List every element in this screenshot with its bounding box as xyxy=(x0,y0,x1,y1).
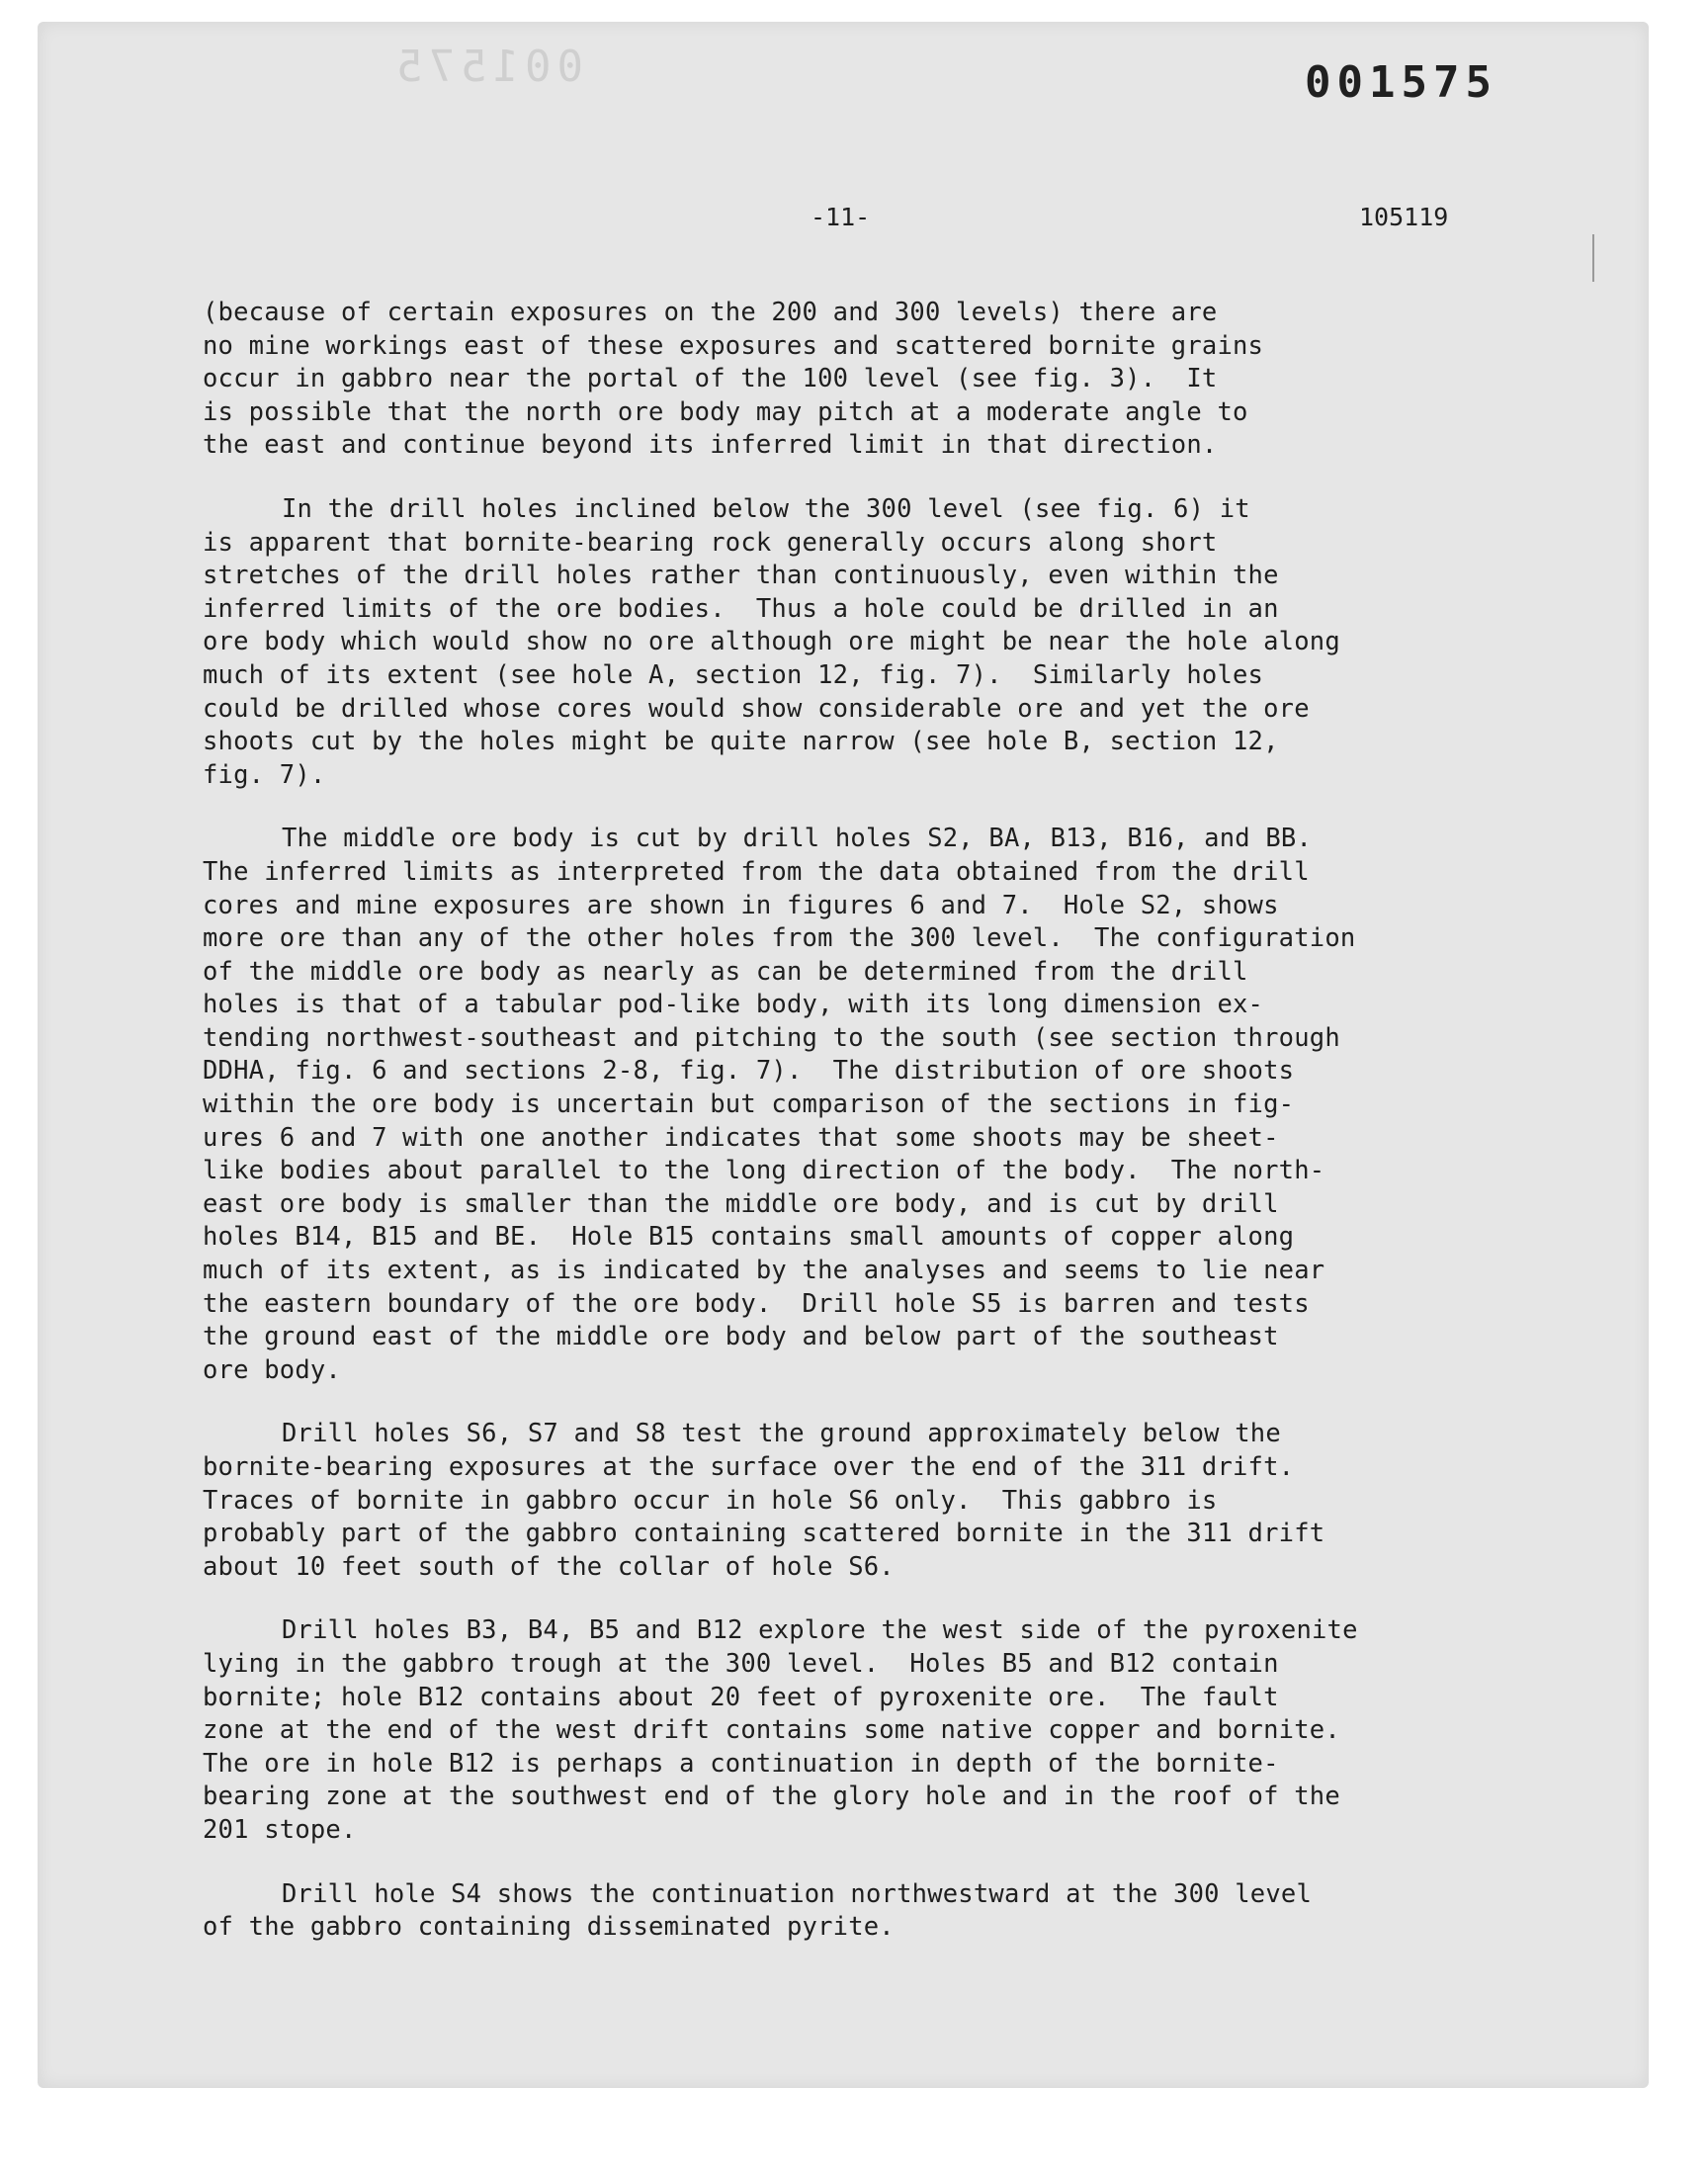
text-line: zone at the end of the west drift contains some native copper and bornite. xyxy=(203,1715,1340,1746)
text-line: stretches of the drill holes rather than continuously, even within the xyxy=(203,561,1279,591)
text-line: bornite; hole B12 contains about 20 feet of pyroxenite ore. The fault xyxy=(203,1682,1279,1712)
document-body xyxy=(203,297,1463,1975)
text-line: the eastern boundary of the ore body. Drill hole S5 is barren and tests xyxy=(203,1288,1310,1319)
text-line: within the ore body is uncertain but comparison of the sections in fig- xyxy=(203,1089,1295,1120)
text-line: the east and continue beyond its inferred limit in that direction. xyxy=(203,430,1218,461)
page-number: -11- xyxy=(811,203,871,231)
text-line: (because of certain exposures on the 200 and 300 levels) there are xyxy=(203,298,1218,327)
text-line: of the gabbro containing disseminated pyrite. xyxy=(203,1912,895,1943)
text-line: shoots cut by the holes might be quite narrow (see hole B, section 12, xyxy=(203,727,1279,757)
paragraph xyxy=(203,1878,1463,1945)
text-line: fig. 7). xyxy=(203,759,326,790)
text-line: more ore than any of the other holes from the 300 level. The configuration xyxy=(203,923,1356,954)
text-line: lying in the gabbro trough at the 300 level. Holes B5 and B12 contain xyxy=(203,1648,1279,1679)
scan-margin xyxy=(0,2096,1708,2175)
text-line: of the middle ore body as nearly as can be determined from the drill xyxy=(203,956,1248,987)
text-line: like bodies about parallel to the long direction of the body. The north- xyxy=(203,1156,1325,1186)
document-number: 001575 xyxy=(1305,57,1497,108)
text-line: probably part of the gabbro containing scattered bornite in the 311 drift xyxy=(203,1519,1325,1549)
text-line: Drill holes S6, S7 and S8 test the ground approximately below the xyxy=(282,1419,1281,1449)
text-line: bearing zone at the southwest end of the glory hole and in the roof of the xyxy=(203,1782,1340,1812)
text-line: ore body. xyxy=(203,1354,341,1385)
text-line: holes B14, B15 and BE. Hole B15 contains small amounts of copper along xyxy=(203,1222,1295,1253)
text-line: no mine workings east of these exposures and scattered bornite grains xyxy=(203,330,1264,361)
text-line: The ore in hole B12 is perhaps a continuation in depth of the bornite- xyxy=(203,1748,1279,1779)
edge-mark xyxy=(1592,234,1594,282)
text-line: The middle ore body is cut by drill holes S2, BA, B13, B16, and BB. xyxy=(282,824,1313,854)
text-line: tending northwest-southeast and pitching to the south (see section through xyxy=(203,1022,1340,1053)
text-line: In the drill holes inclined below the 300 level (see fig. 6) it xyxy=(282,493,1250,524)
reference-number: 105119 xyxy=(1359,203,1449,231)
text-line: Traces of bornite in gabbro occur in hole S6 only. This gabbro is xyxy=(203,1485,1218,1516)
paragraph xyxy=(203,493,1463,792)
text-line: much of its extent, as is indicated by the analyses and seems to lie near xyxy=(203,1256,1325,1286)
bleed-through-number: 001575 xyxy=(390,42,583,92)
text-line: much of its extent (see hole A, section 12, fig. 7). Similarly holes xyxy=(203,659,1264,690)
text-line: The inferred limits as interpreted from the data obtained from the drill xyxy=(203,856,1310,887)
text-line: Drill hole S4 shows the continuation northwestward at the 300 level xyxy=(282,1878,1313,1909)
text-line: the ground east of the middle ore body and below part of the southeast xyxy=(203,1322,1279,1352)
text-line: is apparent that bornite-bearing rock generally occurs along short xyxy=(203,527,1218,558)
text-line: cores and mine exposures are shown in figures 6 and 7. Hole S2, shows xyxy=(203,890,1279,920)
text-line: holes is that of a tabular pod-like body, with its long dimension ex- xyxy=(203,990,1264,1020)
paragraph xyxy=(203,1418,1463,1584)
text-line: ures 6 and 7 with one another indicates that some shoots may be sheet- xyxy=(203,1122,1279,1153)
paragraph xyxy=(203,297,1463,463)
text-line: Drill holes B3, B4, B5 and B12 explore the west side of the pyroxenite xyxy=(282,1615,1358,1646)
text-line: 201 stope. xyxy=(203,1814,357,1845)
text-line: DDHA, fig. 6 and sections 2-8, fig. 7). The distribution of ore shoots xyxy=(203,1056,1295,1087)
paragraph xyxy=(203,1614,1463,1847)
text-line: east ore body is smaller than the middle ore body, and is cut by drill xyxy=(203,1188,1279,1219)
text-line: occur in gabbro near the portal of the 100 level (see fig. 3). It xyxy=(203,364,1218,394)
text-line: is possible that the north ore body may pitch at a moderate angle to xyxy=(203,396,1248,427)
text-line: inferred limits of the ore bodies. Thus a hole could be drilled in an xyxy=(203,593,1279,624)
text-line: could be drilled whose cores would show considerable ore and yet the ore xyxy=(203,693,1310,724)
paragraph xyxy=(203,823,1463,1387)
text-line: ore body which would show no ore although ore might be near the hole along xyxy=(203,627,1340,657)
text-line: bornite-bearing exposures at the surface over the end of the 311 drift. xyxy=(203,1452,1295,1482)
text-line: about 10 feet south of the collar of hole S6. xyxy=(203,1551,895,1582)
